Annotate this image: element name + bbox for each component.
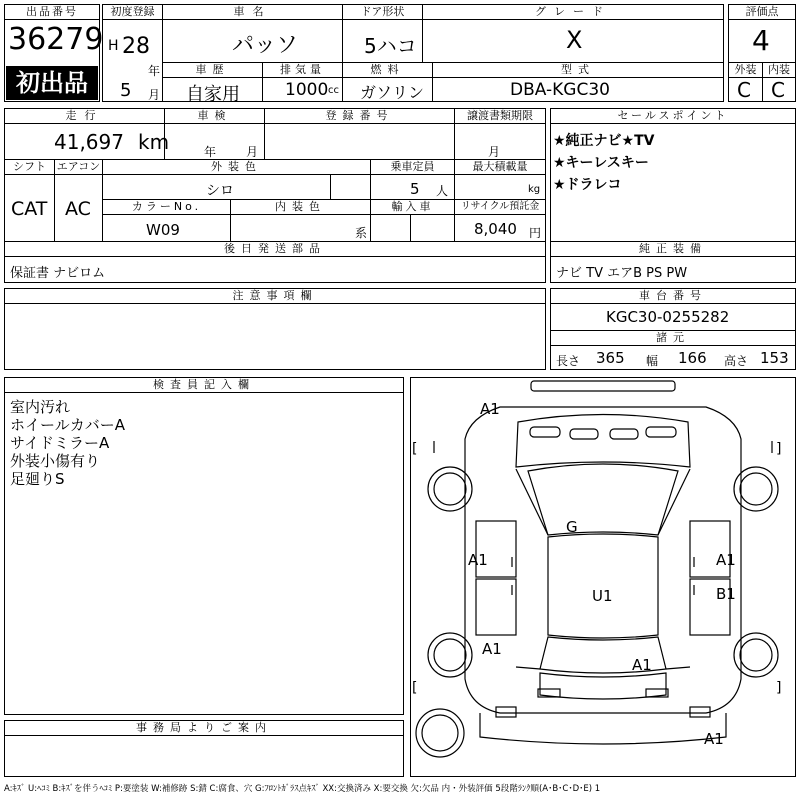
- model-value: DBA-KGC30: [510, 80, 610, 100]
- sales-point-2: ★キーレスキー: [553, 155, 649, 171]
- door-label: ドア形状: [343, 5, 422, 19]
- door-type: 5ハコ: [364, 34, 417, 58]
- bracket-right-top: ]: [776, 441, 782, 457]
- spec-label: 諸元: [551, 331, 795, 345]
- transfer-month-unit: 月: [488, 145, 501, 159]
- fuel-value: ガソリン: [360, 83, 425, 102]
- mileage-label: 走行: [5, 109, 164, 123]
- bracket-left-top: [: [412, 441, 418, 457]
- reg-no-label: 登録番号: [265, 109, 454, 123]
- height-label: 高さ: [724, 354, 749, 368]
- ext-color-label: 外装色: [103, 160, 370, 174]
- shift-value: CAT: [11, 198, 48, 220]
- import-label: 輸入車: [371, 200, 454, 214]
- ext-grade-label: 外装: [729, 63, 762, 77]
- lot-number: 36279: [8, 22, 104, 57]
- score-label: 評価点: [729, 5, 795, 19]
- grade-value: X: [566, 26, 583, 54]
- office-label: 事務局よりご案内: [5, 721, 403, 735]
- reg-month: 5: [120, 80, 132, 101]
- shift-label: シフト: [5, 160, 54, 174]
- sales-point-1: ★純正ナビ★TV: [553, 133, 655, 149]
- model-label: 型式: [433, 63, 723, 77]
- car-name: パッソ: [232, 33, 299, 58]
- first-listing-badge: 初出品: [6, 66, 98, 100]
- sales-point-3: ★ドラレコ: [553, 177, 622, 193]
- length-value: 365: [596, 349, 625, 367]
- history-label: 車歴: [163, 63, 262, 77]
- ac-label: エアコン: [56, 160, 101, 173]
- ext-color-value: シロ: [206, 183, 234, 199]
- int-grade-value: C: [771, 78, 785, 102]
- equipment-label: 純正装備: [551, 242, 795, 256]
- grade-label: グレード: [423, 5, 723, 19]
- inspector-label: 検査員記入欄: [5, 378, 403, 392]
- score-value: 4: [752, 24, 770, 57]
- parts-label: 後日発送部品: [5, 242, 545, 256]
- damage-mark-left-front: A1: [468, 551, 488, 569]
- inspection-year-unit: 年: [204, 145, 217, 159]
- notes-label: 注意事項欄: [5, 289, 545, 303]
- fuel-label: 燃料: [343, 63, 432, 77]
- inspector-line-4: 外装小傷有り: [10, 452, 101, 470]
- width-label: 幅: [646, 354, 659, 368]
- inspection-month-unit: 月: [246, 145, 259, 159]
- inspector-line-3: サイドミラーA: [10, 434, 110, 452]
- color-no-label: カラーNo.: [103, 200, 230, 214]
- ext-grade-value: C: [737, 78, 751, 102]
- legend-text: A:ｷｽﾞ U:ﾍｺﾐ B:ｷｽﾞを伴うﾍｺﾐ P:要塗装 W:補修跡 S:錆 C:腐食、穴 G:ﾌﾛﾝﾄｶﾞﾗｽ点ｷｽﾞ XX:交換済み X:要交換 欠:欠品 内・外装評価 5段階ﾗﾝｸ順(A･B･C･D･E) 1: [4, 784, 601, 794]
- color-no-value: W09: [146, 221, 180, 239]
- sales-point-label: セールスポイント: [551, 109, 795, 123]
- int-grade-label: 内装: [763, 63, 795, 77]
- bracket-right-bottom: ]: [776, 680, 782, 696]
- load-unit: kg: [528, 184, 541, 195]
- recycle-label: リサイクル預託金: [455, 200, 545, 214]
- mileage-value: 41,697: [54, 130, 124, 154]
- recycle-value: 8,040: [474, 220, 517, 238]
- reg-era: H: [108, 38, 119, 54]
- reg-year: 28: [122, 34, 150, 59]
- int-color-label: 内装色: [231, 200, 370, 214]
- disp-label: 排気量: [263, 63, 342, 77]
- reg-label: 初度登録: [103, 5, 162, 19]
- height-value: 153: [760, 349, 789, 367]
- capacity-label: 乗車定員: [371, 160, 454, 174]
- chassis-value: KGC30-0255282: [606, 308, 730, 326]
- inspector-line-2: ホイールカバーA: [10, 416, 125, 434]
- load-label: 最大積載量: [455, 160, 545, 174]
- damage-mark-left-rear: A1: [482, 640, 502, 658]
- damage-mark-roof: G: [566, 518, 578, 536]
- transfer-label: 譲渡書類期限: [455, 109, 545, 123]
- inspector-line-1: 室内汚れ: [10, 398, 71, 416]
- damage-mark-bumper: A1: [704, 730, 724, 748]
- inspection-label: 車検: [165, 109, 264, 123]
- int-color-unit: 系: [355, 226, 368, 240]
- damage-mark-front: A1: [480, 400, 500, 418]
- reg-month-unit: 月: [148, 88, 161, 102]
- ac-value: AC: [65, 198, 91, 220]
- width-value: 166: [678, 349, 707, 367]
- name-label: 車名: [163, 5, 342, 19]
- damage-mark-rear: A1: [632, 656, 652, 674]
- car-diagram: [410, 377, 796, 777]
- damage-mark-right-rear: B1: [716, 585, 736, 603]
- lot-label: 出品番号: [5, 5, 99, 20]
- capacity-unit: 人: [436, 184, 449, 198]
- length-label: 長さ: [556, 354, 581, 368]
- damage-mark-center: U1: [592, 587, 613, 605]
- disp-unit: cc: [328, 85, 339, 96]
- reg-year-unit: 年: [148, 64, 161, 78]
- parts-value: 保証書 ナビロム: [10, 266, 106, 281]
- equipment-value: ナビ TV エアB PS PW: [556, 266, 688, 281]
- disp-value: 1000: [285, 80, 329, 100]
- inspector-line-5: 足廻りS: [10, 470, 65, 488]
- recycle-unit: 円: [529, 226, 542, 240]
- bracket-left-bottom: [: [412, 680, 418, 696]
- history-value: 自家用: [186, 84, 240, 105]
- chassis-label: 車台番号: [551, 289, 795, 303]
- damage-mark-right-front: A1: [716, 551, 736, 569]
- capacity-value: 5: [410, 180, 420, 198]
- mileage-unit: km: [138, 130, 170, 154]
